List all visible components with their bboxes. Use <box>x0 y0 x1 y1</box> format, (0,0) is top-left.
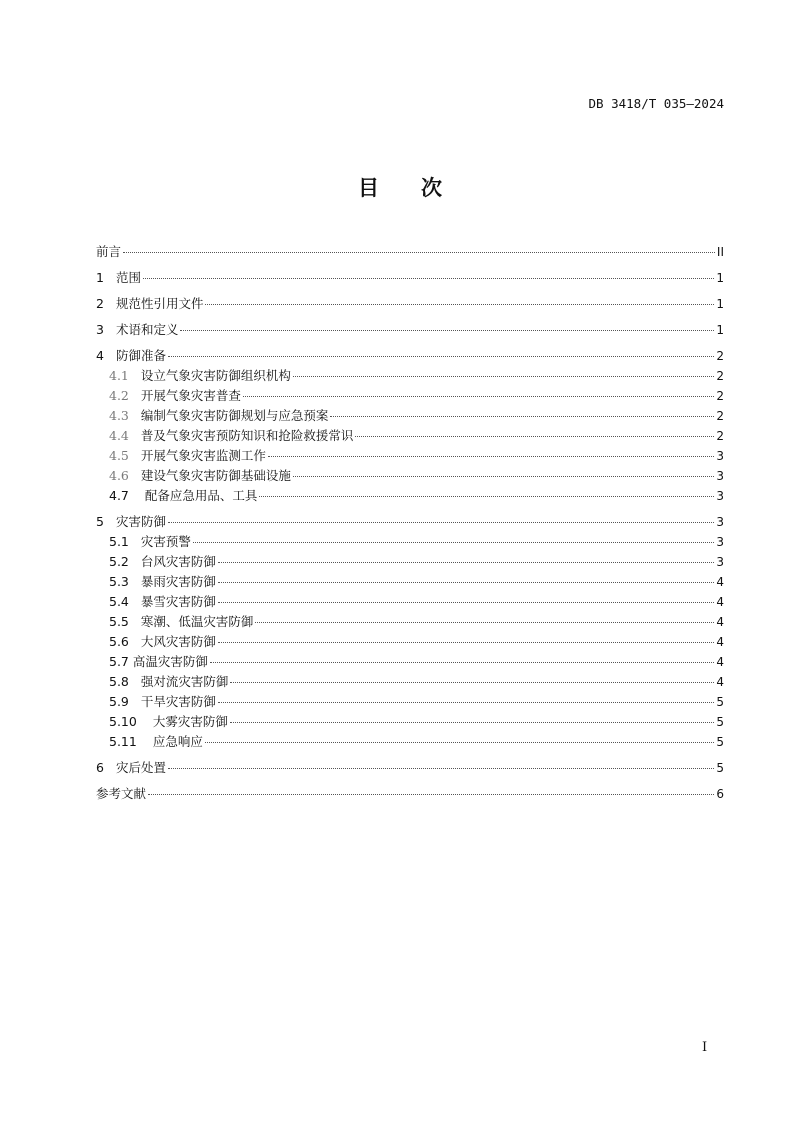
toc-entry[interactable] <box>96 692 724 712</box>
toc-entry-page: 6 <box>716 787 724 801</box>
toc-entry[interactable] <box>96 426 724 446</box>
toc-entry-page: 4 <box>716 575 724 589</box>
toc-entry-title: 编制气象灾害防御规划与应急预案 <box>140 408 329 423</box>
toc-entry[interactable] <box>96 242 724 262</box>
toc-entry-title: 设立气象灾害防御组织机构 <box>140 368 291 383</box>
dot-leader <box>355 435 714 437</box>
toc-entry-page: 4 <box>716 675 724 689</box>
toc-entry-page: 3 <box>716 555 724 569</box>
toc-entry[interactable] <box>96 572 724 592</box>
toc-entry-title: 灾后处置 <box>115 760 166 775</box>
dot-leader <box>218 581 714 583</box>
toc-entry-page: 4 <box>716 615 724 629</box>
dot-leader <box>230 721 715 723</box>
toc-entry-title: 暴雪灾害防御 <box>140 594 216 609</box>
dot-leader <box>168 767 714 769</box>
toc-entry-title: 规范性引用文件 <box>115 296 204 311</box>
toc-entry-page: 4 <box>716 655 724 669</box>
toc-entry-title: 开展气象灾害监测工作 <box>140 448 266 463</box>
toc-entry-title: 寒潮、低温灾害防御 <box>140 614 254 629</box>
toc-entry-number: 4.6 <box>109 468 129 483</box>
toc-entry-title: 灾害防御 <box>115 514 166 529</box>
dot-leader <box>259 495 714 497</box>
toc-entry-title: 开展气象灾害普查 <box>140 388 241 403</box>
toc-entry[interactable] <box>96 632 724 652</box>
toc-entry-page: 1 <box>716 271 724 285</box>
toc-entry-page: 4 <box>716 595 724 609</box>
dot-leader <box>143 277 714 279</box>
toc-entry-title: 暴雨灾害防御 <box>140 574 216 589</box>
toc-entry[interactable] <box>96 294 724 314</box>
toc-entry-title: 干旱灾害防御 <box>140 694 216 709</box>
dot-leader <box>218 561 714 563</box>
dot-leader <box>255 621 714 623</box>
toc-entry[interactable] <box>96 612 724 632</box>
toc-entry-title: 台风灾害防御 <box>140 554 216 569</box>
dot-leader <box>268 455 714 457</box>
dot-leader <box>180 329 714 331</box>
toc-entry-page: 5 <box>716 735 724 749</box>
toc-entry-page: 3 <box>716 449 724 463</box>
toc-entry-title: 范围 <box>115 270 141 285</box>
dot-leader <box>123 251 715 253</box>
toc-entry-number: 5.1 <box>109 534 129 549</box>
toc-entry[interactable] <box>96 386 724 406</box>
toc-entry-number: 5 <box>96 514 104 529</box>
dot-leader <box>205 303 714 305</box>
page-number: I <box>702 1040 708 1055</box>
dot-leader <box>168 521 714 523</box>
toc-entry-number: 4.5 <box>109 448 129 463</box>
toc-entry-title: 高温灾害防御 <box>132 654 208 669</box>
toc-entry-title: 大雾灾害防御 <box>148 714 228 729</box>
toc-entry-number: 4.2 <box>109 388 129 403</box>
toc-entry-title: 应急响应 <box>148 734 203 749</box>
dot-leader <box>218 701 714 703</box>
toc-entry-title: 前言 <box>96 244 122 259</box>
toc-entry-number: 1 <box>96 270 104 285</box>
toc-entry-page: 3 <box>716 535 724 549</box>
toc-entry[interactable] <box>96 466 724 486</box>
toc-entry-title: 参考文献 <box>96 786 147 801</box>
toc-entry-title: 术语和定义 <box>115 322 179 337</box>
toc-entry[interactable] <box>96 532 724 552</box>
dot-leader <box>210 661 714 663</box>
toc-entry-page: 3 <box>716 489 724 503</box>
table-of-contents <box>96 242 724 804</box>
dot-leader <box>243 395 714 397</box>
dot-leader <box>148 793 714 795</box>
toc-entry-number: 4.4 <box>109 428 129 443</box>
dot-leader <box>193 541 714 543</box>
toc-entry[interactable] <box>96 446 724 466</box>
toc-entry-number: 5.10 <box>109 714 137 729</box>
dot-leader <box>230 681 714 683</box>
toc-entry-page: 2 <box>716 349 724 363</box>
document-code: DB 3418/T 035—2024 <box>588 96 724 111</box>
toc-entry-title: 普及气象灾害预防知识和抢险救援常识 <box>140 428 354 443</box>
toc-entry-page: 1 <box>716 323 724 337</box>
toc-entry-page: 2 <box>716 389 724 403</box>
toc-entry-title: 强对流灾害防御 <box>140 674 229 689</box>
toc-entry-page: 2 <box>716 369 724 383</box>
dot-leader <box>168 355 714 357</box>
toc-entry[interactable] <box>96 346 724 366</box>
toc-entry-number: 4.7 <box>109 488 129 503</box>
toc-entry[interactable] <box>96 268 724 288</box>
page-title: 目次 <box>358 176 484 200</box>
toc-entry-page: 4 <box>716 635 724 649</box>
toc-entry-page: 3 <box>716 515 724 529</box>
dot-leader <box>205 741 715 743</box>
toc-entry[interactable] <box>96 366 724 386</box>
toc-entry-title: 防御准备 <box>115 348 166 363</box>
dot-leader <box>293 375 714 377</box>
dot-leader <box>330 415 714 417</box>
toc-entry[interactable] <box>96 552 724 572</box>
toc-entry-number: 3 <box>96 322 104 337</box>
toc-entry-page: 5 <box>716 761 724 775</box>
toc-entry[interactable] <box>96 732 724 752</box>
toc-entry-title: 灾害预警 <box>140 534 191 549</box>
toc-entry-number: 4.1 <box>109 368 129 383</box>
toc-entry-number: 5.4 <box>109 594 129 609</box>
toc-entry-number: 5.7 <box>109 654 129 669</box>
toc-entry-number: 5.8 <box>109 674 129 689</box>
toc-entry[interactable] <box>96 672 724 692</box>
toc-entry[interactable] <box>96 406 724 426</box>
dot-leader <box>218 601 714 603</box>
toc-entry-number: 5.9 <box>109 694 129 709</box>
toc-entry-title: 大风灾害防御 <box>140 634 216 649</box>
toc-entry[interactable] <box>96 758 724 778</box>
toc-entry-number: 4 <box>96 348 104 363</box>
toc-entry-number: 5.5 <box>109 614 129 629</box>
toc-entry-number: 4.3 <box>109 408 129 423</box>
dot-leader <box>293 475 714 477</box>
toc-entry-page: 2 <box>716 409 724 423</box>
toc-entry-page: II <box>716 245 724 259</box>
toc-entry-number: 5.6 <box>109 634 129 649</box>
toc-entry[interactable] <box>96 512 724 532</box>
toc-entry[interactable] <box>96 320 724 340</box>
toc-entry[interactable] <box>96 652 724 672</box>
toc-entry-page: 5 <box>716 695 724 709</box>
dot-leader <box>218 641 714 643</box>
toc-entry-number: 6 <box>96 760 104 775</box>
toc-entry-page: 1 <box>716 297 724 311</box>
toc-entry-page: 5 <box>716 715 724 729</box>
toc-entry[interactable] <box>96 712 724 732</box>
toc-entry-number: 5.3 <box>109 574 129 589</box>
toc-entry-number: 2 <box>96 296 104 311</box>
toc-entry-page: 3 <box>716 469 724 483</box>
toc-entry-number: 5.11 <box>109 734 137 749</box>
toc-entry[interactable] <box>96 486 724 506</box>
toc-entry-number: 5.2 <box>109 554 129 569</box>
toc-entry[interactable] <box>96 592 724 612</box>
toc-entry[interactable] <box>96 784 724 804</box>
toc-entry-title: 配备应急用品、工具 <box>140 488 258 503</box>
toc-entry-title: 建设气象灾害防御基础设施 <box>140 468 291 483</box>
toc-entry-page: 2 <box>716 429 724 443</box>
